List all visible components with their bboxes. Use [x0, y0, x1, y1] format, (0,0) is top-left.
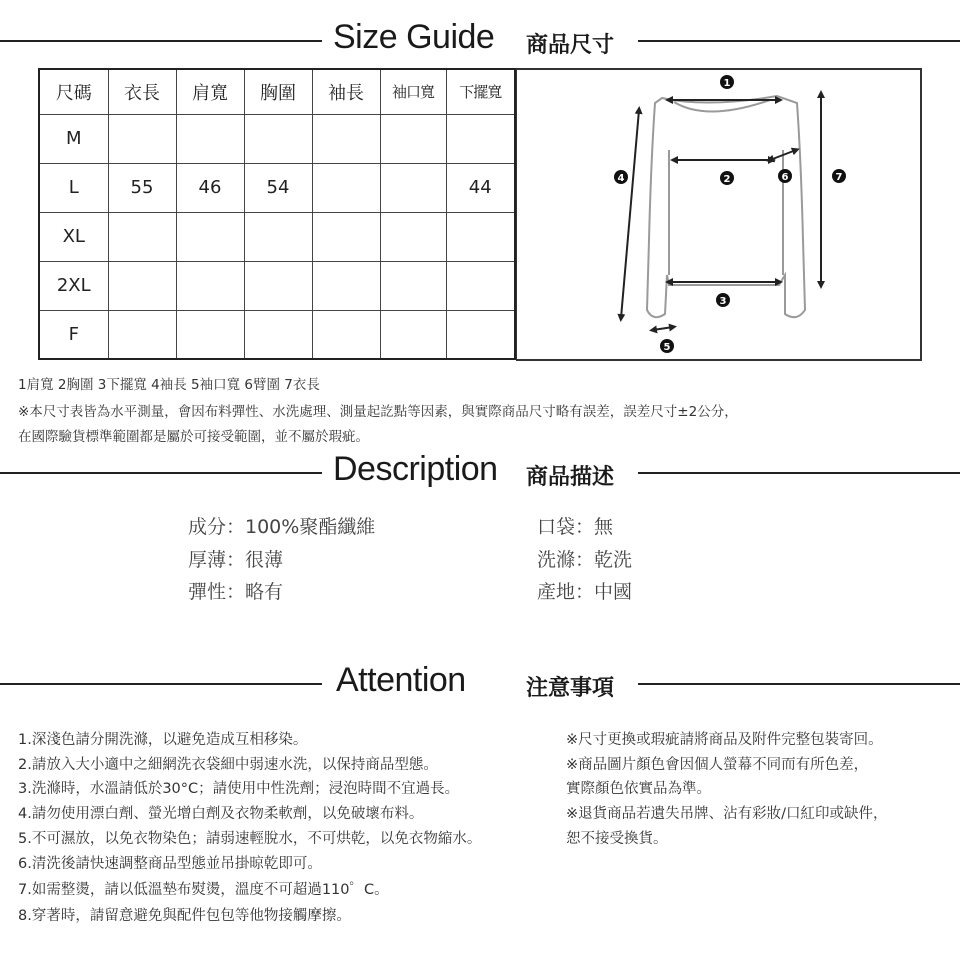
table-cell [312, 212, 380, 261]
table-cell [380, 163, 446, 212]
marker-6-label: 6 [781, 172, 789, 183]
table-cell: XL [39, 212, 108, 261]
header-line-right [638, 40, 960, 42]
table-cell [380, 114, 446, 163]
table-cell [446, 310, 515, 359]
table-cell [380, 261, 446, 310]
header-line-left [0, 683, 322, 685]
size-guide-title-en: Size Guide [333, 18, 495, 56]
table-cell: 46 [176, 163, 244, 212]
header-line-left [0, 472, 322, 474]
marker-4-label: 4 [617, 173, 625, 184]
thickness-spec: 厚薄：很薄 [188, 549, 284, 571]
table-cell [244, 310, 312, 359]
marker-2-icon [720, 171, 734, 185]
table-cell [176, 212, 244, 261]
marker-5-icon [660, 339, 674, 353]
care-instruction-6: 6.清洗後請快速調整商品型態並吊掛晾乾即可。 [18, 856, 322, 872]
marker-5-label: 5 [663, 342, 671, 353]
header-line-left [0, 40, 322, 42]
marker-7-icon [832, 169, 846, 183]
cuff-measure-line [653, 327, 673, 330]
table-cell [312, 114, 380, 163]
attention-title-zh: 注意事項 [526, 676, 615, 701]
table-cell [176, 114, 244, 163]
table-cell [108, 261, 176, 310]
table-cell: F [39, 310, 108, 359]
return-note-4: ※退貨商品若遺失吊牌、沾有彩妝/口紅印或缺件， [566, 806, 888, 822]
col-header-length: 衣長 [108, 69, 176, 114]
marker-3-label: 3 [719, 296, 727, 307]
care-instruction-4: 4.請勿使用漂白劑、螢光增白劑及衣物柔軟劑，以免破壞布料。 [18, 806, 424, 822]
pocket-spec: 口袋：無 [537, 516, 614, 538]
attention-title-en: Attention [336, 661, 466, 699]
table-cell: 44 [446, 163, 515, 212]
washing-spec: 洗滌：乾洗 [537, 549, 633, 571]
size-table-header-row [39, 69, 515, 114]
origin-spec: 產地：中國 [537, 581, 633, 603]
garment-diagram-svg [517, 70, 921, 360]
material-spec: 成分：100%聚酯纖維 [188, 516, 376, 538]
size-guide-title-zh: 商品尺寸 [526, 33, 615, 58]
size-table [38, 68, 516, 360]
description-title-en: Description [333, 450, 498, 488]
care-instruction-7: 7.如需整燙，請以低溫墊布熨燙，溫度不可超過110゜C。 [18, 882, 389, 898]
table-cell [312, 310, 380, 359]
description-title-zh: 商品描述 [526, 465, 615, 490]
shirt-outline-icon [647, 96, 805, 317]
table-cell: 54 [244, 163, 312, 212]
table-cell [108, 114, 176, 163]
table-cell: 2XL [39, 261, 108, 310]
marker-1-label: 1 [723, 78, 731, 89]
garment-diagram [516, 68, 922, 361]
marker-1-icon [720, 75, 734, 89]
care-instruction-5: 5.不可濕放，以免衣物染色；請弱速輕脫水，不可烘乾，以免衣物縮水。 [18, 831, 482, 847]
col-header-size: 尺碼 [39, 69, 108, 114]
return-note-3: 實際顏色依實品為準。 [566, 781, 711, 797]
marker-6-icon [778, 169, 792, 183]
table-cell [108, 310, 176, 359]
table-cell: L [39, 163, 108, 212]
size-guide-header [0, 16, 960, 66]
table-cell [446, 212, 515, 261]
care-instruction-8: 8.穿著時，請留意避免與配件包包等他物接觸摩擦。 [18, 908, 351, 924]
sleeve-measure-line [621, 110, 639, 318]
col-header-sleeve: 袖長 [312, 69, 380, 114]
table-cell [380, 212, 446, 261]
return-note-1: ※尺寸更換或瑕疵請將商品及附件完整包裝寄回。 [566, 732, 883, 748]
marker-2-label: 2 [723, 174, 731, 185]
table-cell [176, 261, 244, 310]
table-row [39, 114, 515, 163]
care-instruction-3: 3.洗滌時，水溫請低於30°C；請使用中性洗劑；浸泡時間不宜過長。 [18, 781, 460, 797]
col-header-shoulder: 肩寬 [176, 69, 244, 114]
header-line-right [638, 683, 960, 685]
description-header [0, 448, 960, 498]
table-cell [312, 163, 380, 212]
table-cell: 55 [108, 163, 176, 212]
col-header-cuff: 袖口寬 [380, 69, 446, 114]
attention-header [0, 659, 960, 709]
table-row [39, 310, 515, 359]
table-cell [244, 114, 312, 163]
measurement-legend: 1肩寬 2胸圍 3下擺寬 4袖長 5袖口寬 6臂圍 7衣長 [18, 377, 320, 393]
table-cell [244, 261, 312, 310]
marker-4-icon [614, 170, 628, 184]
return-note-5: 恕不接受換貨。 [566, 831, 668, 847]
table-cell [446, 261, 515, 310]
col-header-chest: 胸圍 [244, 69, 312, 114]
header-line-right [638, 472, 960, 474]
measurement-disclaimer-1: ※本尺寸表皆為水平測量，會因布料彈性、水洗處理、測量起訖點等因素，與實際商品尺寸略有誤差，誤差尺寸±2公分， [18, 404, 738, 420]
measurement-disclaimer-2: 在國際驗貨標準範圍都是屬於可接受範圍，並不屬於瑕疵。 [18, 429, 369, 445]
table-cell [312, 261, 380, 310]
table-cell: M [39, 114, 108, 163]
care-instruction-2: 2.請放入大小適中之細網洗衣袋細中弱速水洗，以保持商品型態。 [18, 757, 438, 773]
care-instruction-1: 1.深淺色請分開洗滌，以避免造成互相移染。 [18, 732, 308, 748]
table-cell [108, 212, 176, 261]
table-row [39, 212, 515, 261]
table-cell [446, 114, 515, 163]
elasticity-spec: 彈性：略有 [188, 581, 284, 603]
col-header-hem: 下擺寬 [446, 69, 515, 114]
marker-7-label: 7 [835, 172, 843, 183]
table-cell [380, 310, 446, 359]
table-row [39, 261, 515, 310]
table-row [39, 163, 515, 212]
return-note-2: ※商品圖片顏色會因個人螢幕不同而有所色差， [566, 757, 869, 773]
table-cell [176, 310, 244, 359]
table-cell [244, 212, 312, 261]
marker-3-icon [716, 293, 730, 307]
